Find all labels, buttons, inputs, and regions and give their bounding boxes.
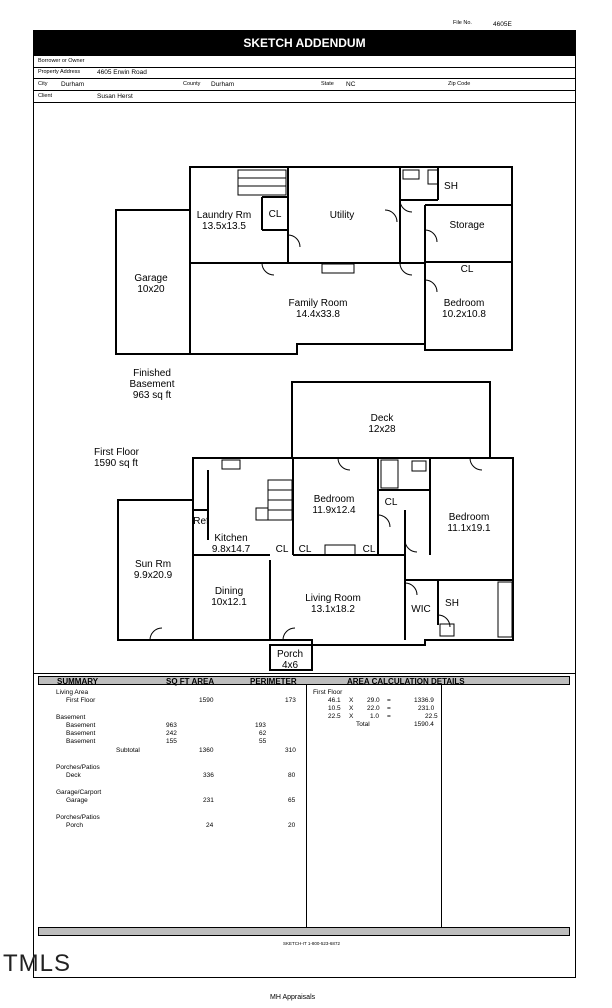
living-area-heading: Living Area bbox=[56, 689, 89, 696]
family-name: Family Room bbox=[288, 298, 348, 309]
first-floor-perimeter: 173 bbox=[285, 697, 296, 704]
basement-row-perimeter: 193 bbox=[255, 722, 266, 729]
closet-label: CL bbox=[460, 264, 474, 275]
first-floor-row-label: First Floor bbox=[66, 697, 96, 704]
sunroom-name: Sun Rm bbox=[134, 559, 172, 570]
bedroom1-dim: 11.9x12.4 bbox=[312, 505, 356, 516]
area-calc-heading: AREA CALCULATION DETAILS bbox=[347, 677, 465, 686]
dining-label bbox=[211, 586, 247, 608]
living-name: Living Room bbox=[305, 593, 361, 604]
address-label: Property Address bbox=[38, 69, 81, 75]
calc-a: 22.5 bbox=[328, 713, 341, 720]
utility-label: Utility bbox=[329, 210, 355, 221]
bedroom-name: Bedroom bbox=[443, 298, 485, 309]
subtotal-label: Subtotal bbox=[116, 747, 140, 754]
basement-row-label: Basement bbox=[66, 738, 96, 745]
calc-b: 22.0 bbox=[367, 705, 380, 712]
porch-name: Porch bbox=[276, 649, 304, 660]
bedroom2-name: Bedroom bbox=[448, 512, 490, 523]
basement-row-label: Basement bbox=[66, 722, 96, 729]
basement-row-perimeter: 55 bbox=[259, 738, 267, 745]
dining-dim: 10x12.1 bbox=[211, 597, 247, 608]
kitchen-label bbox=[212, 533, 250, 555]
porch-area: 24 bbox=[206, 822, 214, 829]
laundry-dim: 13.5x13.5 bbox=[202, 221, 246, 232]
closet-label: CL bbox=[362, 544, 376, 555]
basement-word: Basement bbox=[129, 379, 175, 390]
city-value: Durham bbox=[61, 81, 85, 88]
shower-label: SH bbox=[445, 598, 459, 609]
appraiser-name: MH Appraisals bbox=[270, 994, 316, 1001]
county-value: Durham bbox=[211, 81, 235, 88]
tmls-watermark: TMLS bbox=[3, 950, 72, 977]
family-room-label bbox=[289, 298, 348, 320]
basement-row-area: 963 bbox=[166, 722, 177, 729]
city-label: City bbox=[38, 81, 48, 87]
basement-heading: Basement bbox=[56, 714, 86, 721]
dining-name: Dining bbox=[214, 586, 244, 597]
kitchen-dim: 9.8x14.7 bbox=[211, 544, 251, 555]
basement-row-area: 155 bbox=[166, 738, 177, 745]
first-floor-sqft: 1590 sq ft bbox=[94, 458, 138, 469]
sqft-heading: SQ FT AREA bbox=[166, 677, 215, 686]
perimeter-heading: PERIMETER bbox=[250, 677, 297, 686]
calc-eq: = bbox=[387, 713, 391, 720]
calc-result: 22.5 bbox=[425, 713, 438, 720]
garage-heading: Garage/Carport bbox=[56, 789, 102, 796]
ref-label: Ref bbox=[193, 516, 209, 527]
calc-x: X bbox=[349, 713, 354, 720]
calc-result: 231.0 bbox=[418, 705, 435, 712]
basement-bedroom-label bbox=[442, 298, 486, 320]
borrower-label: Borrower or Owner bbox=[38, 58, 85, 64]
bedroom2-dim: 11.1x19.1 bbox=[447, 523, 491, 534]
software-credit: SKETCH-IT 1-800-523-6872 bbox=[283, 941, 340, 946]
bedroom1-name: Bedroom bbox=[313, 494, 355, 505]
deck-area: 336 bbox=[203, 772, 214, 779]
closet-label: CL bbox=[384, 497, 398, 508]
garage-label bbox=[134, 273, 167, 295]
closet-label: CL bbox=[275, 544, 289, 555]
summary-header bbox=[38, 676, 570, 685]
porch-dim: 4x6 bbox=[281, 660, 299, 671]
laundry-room-label bbox=[197, 210, 251, 232]
first-floor-area: 1590 bbox=[199, 697, 214, 704]
laundry-name: Laundry Rm bbox=[196, 210, 252, 221]
closet-label: CL bbox=[268, 209, 282, 220]
sunroom-label bbox=[134, 559, 172, 581]
state-value: NC bbox=[346, 81, 356, 88]
calc-x: X bbox=[349, 705, 354, 712]
subtotal-area: 1360 bbox=[199, 747, 214, 754]
basement-row-area: 242 bbox=[166, 730, 177, 737]
calc-a: 10.5 bbox=[328, 705, 341, 712]
garage-area: 231 bbox=[203, 797, 214, 804]
calc-b: 1.0 bbox=[370, 713, 380, 720]
first-floor-label bbox=[94, 447, 139, 469]
calc-title: First Floor bbox=[313, 689, 343, 696]
subtotal-perimeter: 310 bbox=[285, 747, 296, 754]
basement-sqft: 963 sq ft bbox=[132, 390, 172, 401]
state-label: State bbox=[321, 81, 334, 87]
deck-dim: 12x28 bbox=[368, 424, 396, 435]
living-dim: 13.1x18.2 bbox=[311, 604, 355, 615]
calc-eq: = bbox=[387, 705, 391, 712]
county-label: County bbox=[183, 81, 201, 87]
bedroom2-label bbox=[447, 512, 490, 534]
calc-eq: = bbox=[387, 697, 391, 704]
wic-label: WIC bbox=[411, 604, 431, 615]
file-no-value: 4605E bbox=[493, 21, 512, 28]
deck-label bbox=[368, 413, 395, 435]
calc-result: 1336.9 bbox=[414, 697, 434, 704]
finished-word: Finished bbox=[133, 368, 171, 379]
garage-row-label: Garage bbox=[66, 797, 88, 804]
porch-perimeter: 20 bbox=[288, 822, 296, 829]
calc-a: 46.1 bbox=[328, 697, 341, 704]
family-dim: 14.4x33.8 bbox=[296, 309, 340, 320]
shower-label: SH bbox=[444, 181, 458, 192]
calc-column-divider bbox=[441, 685, 442, 927]
porch-label bbox=[277, 649, 303, 671]
basement-row-label: Basement bbox=[66, 730, 96, 737]
summary-column-divider bbox=[306, 685, 307, 927]
calc-total-value: 1590.4 bbox=[414, 721, 434, 728]
porch-row-label: Porch bbox=[66, 822, 83, 829]
porches-heading: Porches/Patios bbox=[56, 814, 100, 821]
calc-b: 29.0 bbox=[367, 697, 380, 704]
deck-name: Deck bbox=[370, 413, 394, 424]
calc-total-label: Total bbox=[356, 721, 370, 728]
deck-perimeter: 80 bbox=[288, 772, 296, 779]
file-no-label: File No. bbox=[453, 20, 472, 26]
calc-x: X bbox=[349, 697, 354, 704]
garage-perimeter: 65 bbox=[288, 797, 296, 804]
address-value: 4605 Erwin Road bbox=[97, 69, 147, 76]
zip-label: Zip Code bbox=[448, 81, 471, 87]
kitchen-name: Kitchen bbox=[214, 533, 248, 544]
closet-label: CL bbox=[298, 544, 312, 555]
summary-footer-bar bbox=[38, 927, 570, 936]
porches-heading: Porches/Patios bbox=[56, 764, 100, 771]
client-value: Susan Herst bbox=[97, 93, 133, 100]
garage-name: Garage bbox=[134, 273, 168, 284]
basement-row-perimeter: 62 bbox=[259, 730, 267, 737]
finished-basement-label bbox=[129, 368, 174, 401]
garage-dim: 10x20 bbox=[137, 284, 165, 295]
sunroom-dim: 9.9x20.9 bbox=[133, 570, 173, 581]
bedroom1-label bbox=[312, 494, 355, 516]
client-label: Client bbox=[38, 93, 53, 99]
page-title: SKETCH ADDENDUM bbox=[33, 30, 576, 56]
summary-divider bbox=[33, 673, 576, 674]
summary-heading: SUMMARY bbox=[57, 677, 99, 686]
living-room-label bbox=[305, 593, 361, 615]
storage-label: Storage bbox=[449, 220, 485, 231]
bedroom-dim: 10.2x10.8 bbox=[442, 309, 486, 320]
first-floor-name: First Floor bbox=[94, 447, 139, 458]
deck-row-label: Deck bbox=[66, 772, 81, 779]
